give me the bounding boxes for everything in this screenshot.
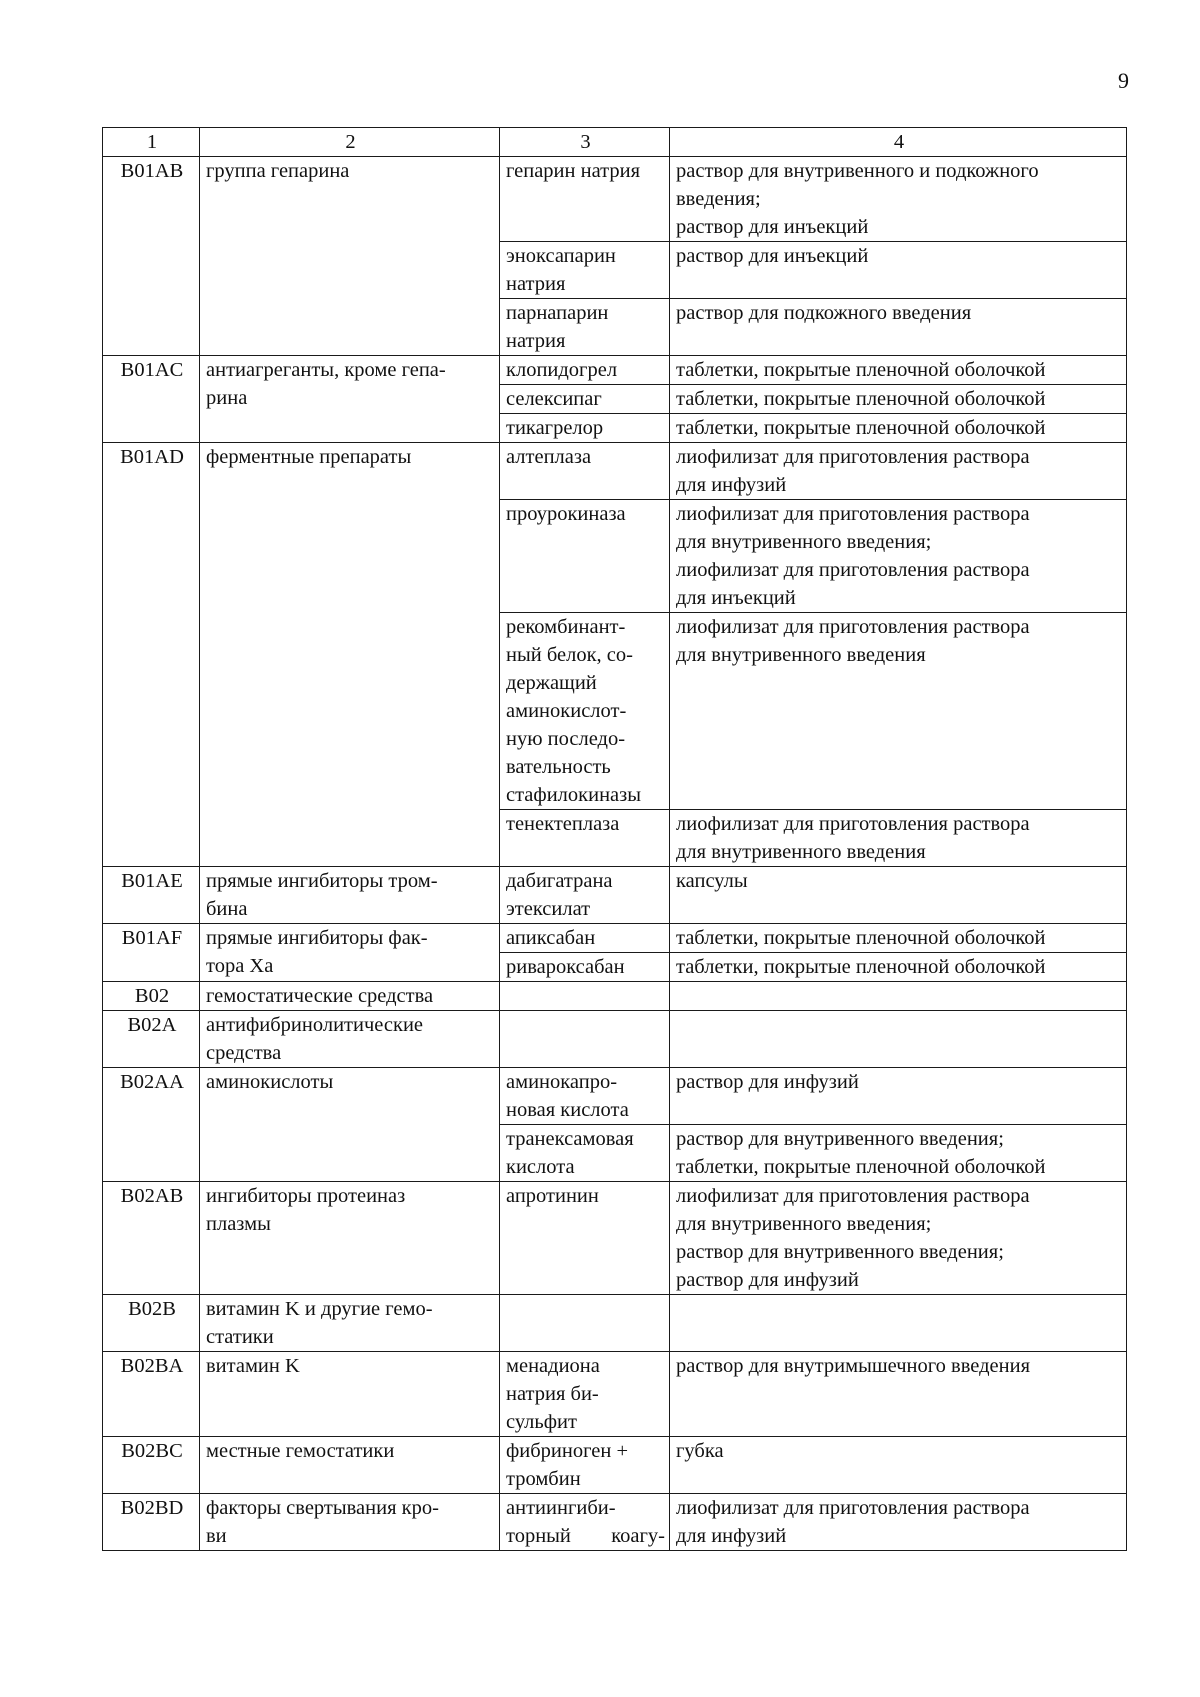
atc-code-cell: B02AB — [103, 1182, 200, 1295]
drug-name-cell: тенектеплаза — [500, 810, 670, 867]
dosage-form-cell: раствор для внутривенного введения; таблетки, покрытые пленочной оболочкой — [670, 1125, 1127, 1182]
drug-name-cell — [500, 1295, 670, 1352]
dosage-form-cell: таблетки, покрытые пленочной оболочкой — [670, 924, 1127, 953]
table-row — [103, 982, 1127, 1011]
dosage-form-cell: раствор для инфузий — [670, 1068, 1127, 1125]
dosage-form-cell — [670, 982, 1127, 1011]
dosage-form-cell: лиофилизат для приготовления раствора для инфузий — [670, 443, 1127, 500]
dosage-form-cell: лиофилизат для приготовления раствора для внутривенного введения; лиофилизат для приготовления раствора для инъекций — [670, 500, 1127, 613]
atc-code-cell: B02A — [103, 1011, 200, 1068]
header-cell-drug: 3 — [500, 128, 670, 157]
dosage-form-cell: таблетки, покрытые пленочной оболочкой — [670, 385, 1127, 414]
drug-name-cell: дабигатрана этексилат — [500, 867, 670, 924]
table-row — [103, 1352, 1127, 1437]
drug-name-cell: антиингиби- торный коагу- — [500, 1494, 670, 1551]
dosage-form-cell: таблетки, покрытые пленочной оболочкой — [670, 414, 1127, 443]
atc-code-cell: B02BD — [103, 1494, 200, 1551]
group-name-cell: ферментные препараты — [200, 443, 500, 867]
group-name-cell: прямые ингибиторы фак- тора Xa — [200, 924, 500, 982]
table-row — [103, 1182, 1127, 1295]
dosage-form-cell: лиофилизат для приготовления раствора для инфузий — [670, 1494, 1127, 1551]
group-name-cell: факторы свертывания кро- ви — [200, 1494, 500, 1551]
drug-name-cell: фибриноген + тромбин — [500, 1437, 670, 1494]
atc-code-cell: B01AF — [103, 924, 200, 982]
group-name-cell: витамин K и другие гемо- статики — [200, 1295, 500, 1352]
dosage-form-cell: раствор для подкожного введения — [670, 299, 1127, 356]
group-name-cell: витамин K — [200, 1352, 500, 1437]
drug-name-cell: алтеплаза — [500, 443, 670, 500]
header-cell-group: 2 — [200, 128, 500, 157]
table-row — [103, 157, 1127, 242]
table-header-row — [103, 128, 1127, 157]
group-name-cell: местные гемостатики — [200, 1437, 500, 1494]
header-cell-form: 4 — [670, 128, 1127, 157]
dosage-form-cell: губка — [670, 1437, 1127, 1494]
table-row — [103, 1011, 1127, 1068]
drug-name-cell — [500, 982, 670, 1011]
drug-name-cell: рекомбинант- ный белок, со- держащий аминокислот- ную последо- вательность стафилокиназы — [500, 613, 670, 810]
drug-name-cell: гепарин натрия — [500, 157, 670, 242]
group-name-cell: аминокислоты — [200, 1068, 500, 1182]
drug-name-cell: тикагрелор — [500, 414, 670, 443]
dosage-form-cell: таблетки, покрытые пленочной оболочкой — [670, 356, 1127, 385]
table-row — [103, 443, 1127, 500]
dosage-form-cell: раствор для внутривенного и подкожного введения; раствор для инъекций — [670, 157, 1127, 242]
dosage-form-cell: раствор для инъекций — [670, 242, 1127, 299]
drug-name-cell: проурокиназа — [500, 500, 670, 613]
group-name-cell: группа гепарина — [200, 157, 500, 356]
drug-name-cell: апиксабан — [500, 924, 670, 953]
group-name-cell: гемостатические средства — [200, 982, 500, 1011]
atc-code-cell: B02 — [103, 982, 200, 1011]
header-cell-code: 1 — [103, 128, 200, 157]
atc-code-cell: B01AB — [103, 157, 200, 356]
table-row — [103, 1295, 1127, 1352]
atc-code-cell: B02AA — [103, 1068, 200, 1182]
drug-name-cell: ривароксабан — [500, 953, 670, 982]
dosage-form-cell: лиофилизат для приготовления раствора для внутривенного введения — [670, 810, 1127, 867]
drug-list-table — [102, 127, 1127, 1551]
atc-code-cell: B01AD — [103, 443, 200, 867]
drug-name-cell: транексамовая кислота — [500, 1125, 670, 1182]
table-row — [103, 1437, 1127, 1494]
atc-code-cell: B02BC — [103, 1437, 200, 1494]
drug-name-cell: клопидогрел — [500, 356, 670, 385]
drug-name-cell: парнапарин натрия — [500, 299, 670, 356]
table-row — [103, 1068, 1127, 1125]
atc-code-cell: B01AE — [103, 867, 200, 924]
table-row — [103, 1494, 1127, 1551]
dosage-form-cell — [670, 1295, 1127, 1352]
dosage-form-cell: капсулы — [670, 867, 1127, 924]
group-name-cell: антифибринолитические средства — [200, 1011, 500, 1068]
atc-code-cell: B02BA — [103, 1352, 200, 1437]
atc-code-cell: B01AC — [103, 356, 200, 443]
group-name-cell: ингибиторы протеиназ плазмы — [200, 1182, 500, 1295]
dosage-form-cell: лиофилизат для приготовления раствора для внутривенного введения — [670, 613, 1127, 810]
table-row — [103, 867, 1127, 924]
dosage-form-cell: таблетки, покрытые пленочной оболочкой — [670, 953, 1127, 982]
drug-name-cell: селексипаг — [500, 385, 670, 414]
table-row — [103, 924, 1127, 953]
dosage-form-cell: лиофилизат для приготовления раствора для внутривенного введения; раствор для внутривенного введения; раствор для инфузий — [670, 1182, 1127, 1295]
dosage-form-cell: раствор для внутримышечного введения — [670, 1352, 1127, 1437]
drug-name-cell: апротинин — [500, 1182, 670, 1295]
drug-name-cell: менадиона натрия би- сульфит — [500, 1352, 670, 1437]
drug-name-cell — [500, 1011, 670, 1068]
group-name-cell: антиагреганты, кроме гепа- рина — [200, 356, 500, 443]
page-number: 9 — [1118, 68, 1129, 93]
drug-name-cell: аминокапро- новая кислота — [500, 1068, 670, 1125]
table-row — [103, 356, 1127, 385]
dosage-form-cell — [670, 1011, 1127, 1068]
drug-name-cell: эноксапарин натрия — [500, 242, 670, 299]
atc-code-cell: B02B — [103, 1295, 200, 1352]
group-name-cell: прямые ингибиторы тром- бина — [200, 867, 500, 924]
